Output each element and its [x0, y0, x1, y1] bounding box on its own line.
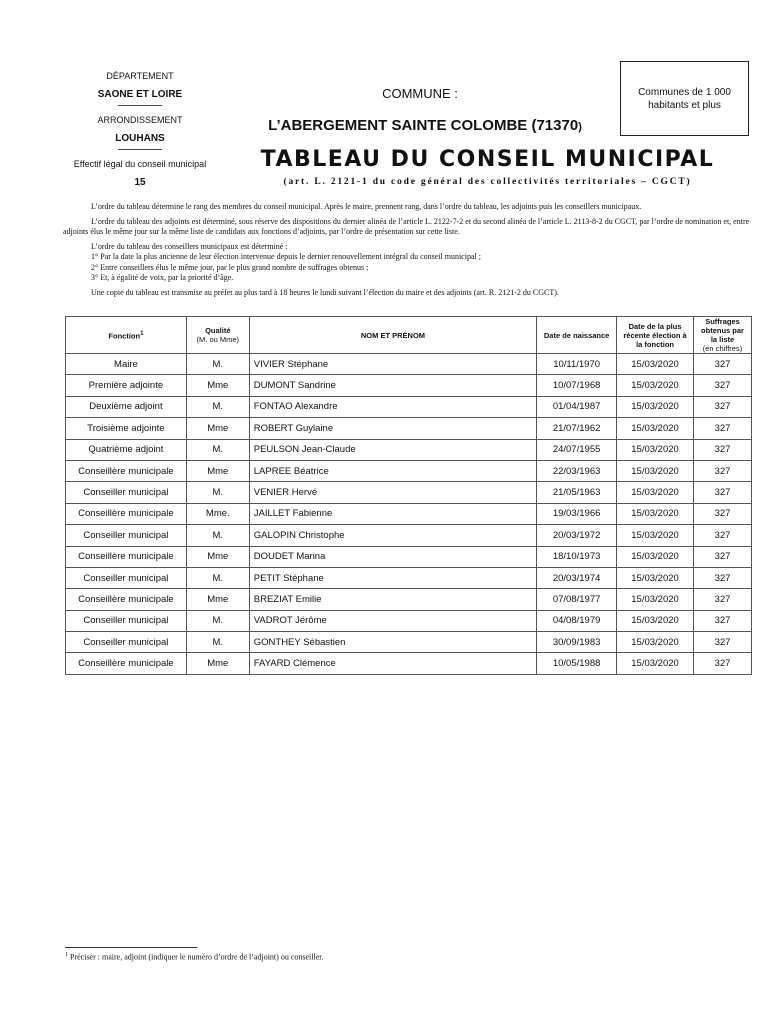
footnote-text: Préciser : maire, adjoint (indiquer le numéro d’ordre de l’adjoint) ou conseiller.	[70, 952, 324, 962]
population-box-line1: Communes de 1 000	[638, 87, 731, 98]
cell-suffrages: 327	[694, 525, 752, 546]
cell-suffrages: 327	[694, 418, 752, 439]
cell-naissance: 30/09/1983	[537, 632, 617, 653]
cell-naissance: 18/10/1973	[537, 546, 617, 567]
cell-nom: ROBERT Guylaine	[249, 418, 536, 439]
table-row	[66, 354, 752, 375]
arrondissement-value: LOUHANS	[115, 133, 165, 144]
header-suffrages: Suffrages obtenus par la liste (en chiffres)	[694, 317, 752, 354]
cell-naissance: 22/03/1963	[537, 460, 617, 481]
cell-naissance: 10/05/1988	[537, 653, 617, 674]
table-row	[66, 632, 752, 653]
cell-fonction: Quatrième adjoint	[66, 439, 187, 460]
paragraph-adjoints: L’ordre du tableau des adjoints est déterminé, sous réserve des dispositions du dernier alinéa de l’article L. 2122-7-2 et du second alinéa de l’article L. 2113-8-2 du CGCT, par l’ordre de nomination et, entre adjoints élus le même jour sur la même liste de candidats aux fonctions d’adjoints, par l’ordre de présentation sur cette liste.	[63, 216, 750, 236]
divider	[118, 149, 162, 150]
cell-nom: DOUDET Marina	[249, 546, 536, 567]
table-row	[66, 375, 752, 396]
effectif-label: Effectif légal du conseil municipal	[73, 159, 207, 169]
cell-qualite: Mme	[186, 546, 249, 567]
cell-nom: GALOPIN Christophe	[249, 525, 536, 546]
header-nom: NOM ET PRÉNOM	[249, 317, 536, 354]
cell-election: 15/03/2020	[617, 589, 694, 610]
table-row	[66, 653, 752, 674]
page-title: TABLEAU DU CONSEIL MUNICIPAL	[260, 147, 715, 172]
paragraph-copie: Une copie du tableau est transmise au préfet au plus tard à 18 heures le lundi suivant l’élection du maire et des adjoints (art. R. 2121-2 du CGCT).	[91, 287, 559, 297]
cell-naissance: 21/05/1963	[537, 482, 617, 503]
population-box	[620, 61, 749, 136]
cell-election: 15/03/2020	[617, 503, 694, 524]
cell-election: 15/03/2020	[617, 546, 694, 567]
arrondissement-label: ARRONDISSEMENT	[97, 115, 183, 125]
cell-fonction: Conseillère municipale	[66, 546, 187, 567]
departement-block	[60, 71, 220, 188]
cell-nom: GONTHEY Sébastien	[249, 632, 536, 653]
table-row	[66, 525, 752, 546]
cell-election: 15/03/2020	[617, 375, 694, 396]
cell-fonction: Maire	[66, 354, 187, 375]
cell-election: 15/03/2020	[617, 632, 694, 653]
cell-fonction: Conseillère municipale	[66, 503, 187, 524]
commune-name	[230, 117, 620, 134]
cell-election: 15/03/2020	[617, 610, 694, 631]
cell-fonction: Deuxième adjoint	[66, 396, 187, 417]
cell-qualite: M.	[186, 610, 249, 631]
cell-suffrages: 327	[694, 567, 752, 588]
divider	[118, 105, 162, 106]
cell-suffrages: 327	[694, 460, 752, 481]
cell-nom: VADROT Jérôme	[249, 610, 536, 631]
cell-election: 15/03/2020	[617, 653, 694, 674]
cell-fonction: Conseiller municipal	[66, 525, 187, 546]
cell-fonction: Conseiller municipal	[66, 632, 187, 653]
cell-nom: VENIER Hervé	[249, 482, 536, 503]
commune-name-close: )	[578, 121, 582, 133]
cell-election: 15/03/2020	[617, 567, 694, 588]
paragraph-ordre: L’ordre du tableau détermine le rang des membres du conseil municipal. Après le maire, prennent rang, dans l’ordre du tableau, les adjoints puis les conseillers municipaux.	[91, 202, 642, 211]
cell-nom: LAPREE Béatrice	[249, 460, 536, 481]
cell-suffrages: 327	[694, 546, 752, 567]
cell-election: 15/03/2020	[617, 460, 694, 481]
cell-qualite: M.	[186, 567, 249, 588]
cell-qualite: Mme	[186, 418, 249, 439]
cell-qualite: M.	[186, 354, 249, 375]
cell-qualite: Mme	[186, 653, 249, 674]
cell-qualite: M.	[186, 396, 249, 417]
cell-fonction: Conseiller municipal	[66, 610, 187, 631]
cell-fonction: Conseiller municipal	[66, 567, 187, 588]
cell-nom: VIVIER Stéphane	[249, 354, 536, 375]
table-row	[66, 503, 752, 524]
table-row	[66, 482, 752, 503]
cell-naissance: 24/07/1955	[537, 439, 617, 460]
cell-nom: PETIT Stéphane	[249, 567, 536, 588]
cell-nom: DUMONT Sandrine	[249, 375, 536, 396]
cell-suffrages: 327	[694, 354, 752, 375]
footnote	[65, 952, 323, 962]
table-row	[66, 589, 752, 610]
footnote-mark: 1	[65, 952, 68, 958]
cell-fonction: Première adjointe	[66, 375, 187, 396]
cell-naissance: 20/03/1972	[537, 525, 617, 546]
table-row	[66, 418, 752, 439]
table-row	[66, 567, 752, 588]
cell-fonction: Conseillère municipale	[66, 460, 187, 481]
table-row	[66, 460, 752, 481]
cell-suffrages: 327	[694, 375, 752, 396]
instructions	[63, 202, 753, 302]
cell-naissance: 10/07/1968	[537, 375, 617, 396]
cell-fonction: Troisième adjointe	[66, 418, 187, 439]
header-naissance: Date de naissance	[537, 317, 617, 354]
page-subtitle: (art. L. 2121-1 du code général des collectivités territoriales – CGCT)	[283, 177, 692, 187]
cell-suffrages: 327	[694, 653, 752, 674]
cell-suffrages: 327	[694, 482, 752, 503]
cell-fonction: Conseillère municipale	[66, 589, 187, 610]
departement-value: SAONE ET LOIRE	[97, 89, 183, 100]
cell-naissance: 21/07/1962	[537, 418, 617, 439]
cell-naissance: 07/08/1977	[537, 589, 617, 610]
effectif-value: 15	[134, 177, 146, 188]
footnote-ref: 1	[140, 330, 144, 337]
cell-election: 15/03/2020	[617, 354, 694, 375]
cell-fonction: Conseillère municipale	[66, 653, 187, 674]
cell-election: 15/03/2020	[617, 439, 694, 460]
cell-suffrages: 327	[694, 632, 752, 653]
commune-label: COMMUNE :	[382, 86, 458, 101]
commune-name-text: L’ABERGEMENT SAINTE COLOMBE (71370	[268, 117, 579, 134]
cell-qualite: M.	[186, 632, 249, 653]
cell-naissance: 01/04/1987	[537, 396, 617, 417]
list-item: 1° Par la date la plus ancienne de leur élection intervenue depuis le dernier renouvellement intégral du conseil municipal ;	[91, 252, 481, 261]
cell-nom: JAILLET Fabienne	[249, 503, 536, 524]
footnote-divider	[65, 947, 197, 948]
cell-qualite: Mme.	[186, 503, 249, 524]
cell-qualite: Mme	[186, 375, 249, 396]
header-fonction: Fonction$^1$	[66, 317, 187, 354]
cell-qualite: M.	[186, 482, 249, 503]
criteria-list	[63, 252, 753, 284]
cell-qualite: M.	[186, 525, 249, 546]
header-qualite: Qualité (M. ou Mme)	[186, 317, 249, 354]
cell-election: 15/03/2020	[617, 525, 694, 546]
header-election: Date de la plus récente élection à la fonction	[617, 317, 694, 354]
table-row	[66, 610, 752, 631]
cell-naissance: 10/11/1970	[537, 354, 617, 375]
cell-suffrages: 327	[694, 396, 752, 417]
departement-label: DÉPARTEMENT	[106, 71, 174, 81]
cell-naissance: 04/08/1979	[537, 610, 617, 631]
cell-suffrages: 327	[694, 503, 752, 524]
cell-election: 15/03/2020	[617, 396, 694, 417]
list-item: 3° Et, à égalité de voix, par la priorité d’âge.	[91, 273, 234, 282]
cell-nom: PEULSON Jean-Claude	[249, 439, 536, 460]
table-row	[66, 546, 752, 567]
cell-fonction: Conseiller municipal	[66, 482, 187, 503]
council-table	[65, 316, 752, 675]
cell-nom: FONTAO Alexandre	[249, 396, 536, 417]
cell-election: 15/03/2020	[617, 418, 694, 439]
cell-naissance: 20/03/1974	[537, 567, 617, 588]
population-box-line2: habitants et plus	[648, 100, 721, 111]
paragraph-conseillers: L’ordre du tableau des conseillers municipaux est déterminé :	[91, 241, 288, 251]
table-row	[66, 439, 752, 460]
cell-suffrages: 327	[694, 439, 752, 460]
cell-naissance: 19/03/1966	[537, 503, 617, 524]
cell-qualite: Mme	[186, 589, 249, 610]
cell-qualite: Mme	[186, 460, 249, 481]
cell-nom: BREZIAT Emilie	[249, 589, 536, 610]
table-header-row	[66, 317, 752, 354]
cell-qualite: M.	[186, 439, 249, 460]
cell-nom: FAYARD Clémence	[249, 653, 536, 674]
cell-election: 15/03/2020	[617, 482, 694, 503]
cell-suffrages: 327	[694, 589, 752, 610]
list-item: 2° Entre conseillers élus le même jour, par le plus grand nombre de suffrages obtenus ;	[91, 262, 369, 272]
table-row	[66, 396, 752, 417]
cell-suffrages: 327	[694, 610, 752, 631]
